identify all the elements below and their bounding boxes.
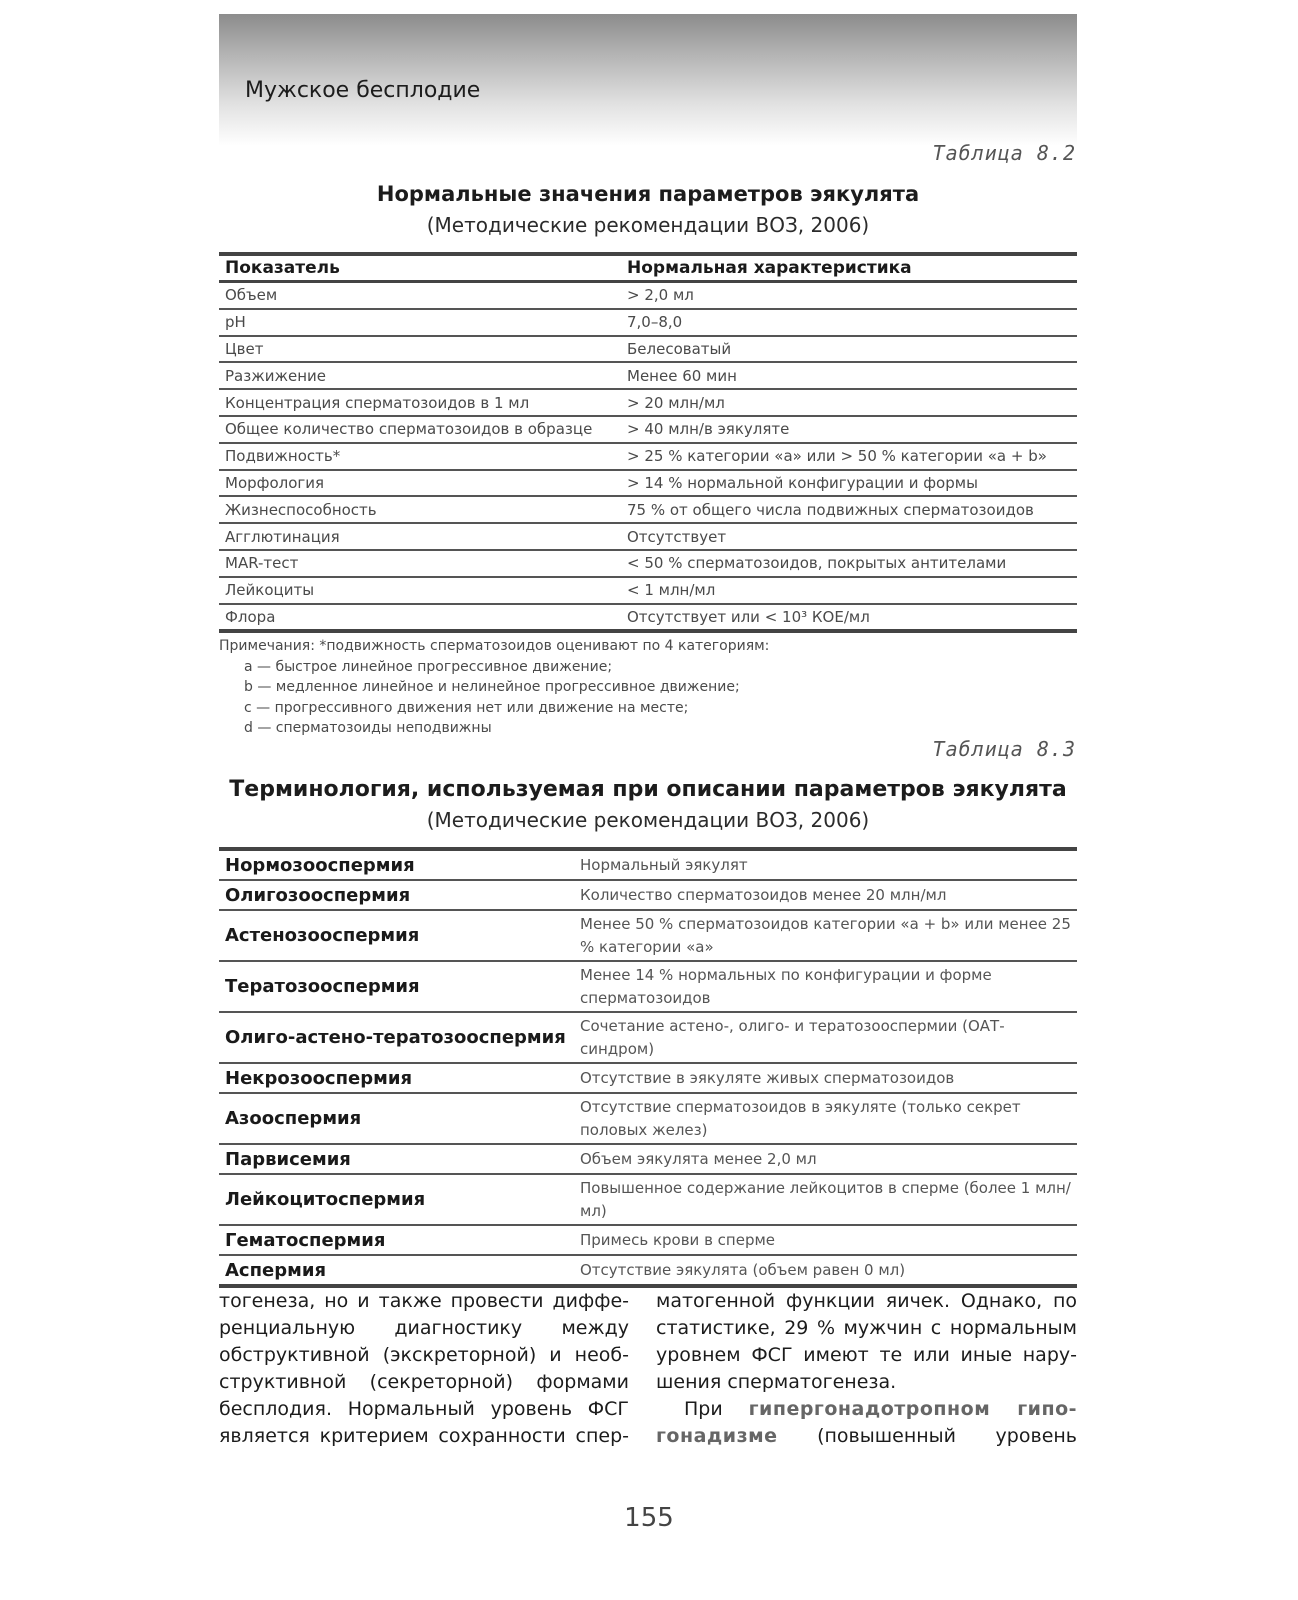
- table-row: [219, 1255, 1077, 1286]
- note-line: a — быстрое линейное прогрессивное движение;: [244, 658, 613, 675]
- definition-cell: Менее 14 % нормальных по конфигурации и форме сперматозоидов: [574, 961, 1077, 1012]
- text-line: ренциальную диагностику между: [219, 1317, 629, 1339]
- definition-cell: Отсутствие эякулята (объем равен 0 мл): [580, 1260, 906, 1279]
- text-run: При: [684, 1398, 723, 1420]
- parameter-cell: Разжижение: [219, 362, 621, 389]
- value-cell: < 50 % сперматозоидов, покрытых антителами: [621, 550, 1077, 577]
- parameter-cell: Морфология: [219, 470, 621, 497]
- parameter-cell: Жизнеспособность: [219, 496, 621, 523]
- page-number: 155: [624, 1503, 674, 1533]
- text-line: является критерием сохранности спер-: [219, 1425, 629, 1447]
- table-subtitle: (Методические рекомендации ВОЗ, 2006): [426, 808, 870, 832]
- column-header: Нормальная характеристика: [621, 254, 1077, 282]
- text-line: статистике, 29 % мужчин с нормальным: [656, 1317, 1077, 1339]
- normal-values-table: [219, 252, 1077, 633]
- table-row: [219, 1063, 1077, 1093]
- text-line: тогенеза, но и также провести диффе-: [219, 1290, 629, 1312]
- term-cell: Олигозооспермия: [219, 880, 574, 910]
- table-row: [219, 550, 1077, 577]
- parameter-cell: Лейкоциты: [219, 577, 621, 604]
- table-row: [219, 523, 1077, 550]
- note-line: b — медленное линейное и нелинейное прогрессивное движение;: [244, 679, 740, 695]
- running-head: Мужское бесплодие: [245, 78, 481, 103]
- table-row: [219, 1093, 1077, 1144]
- parameter-cell: MAR-тест: [219, 550, 621, 577]
- table-row: [219, 1144, 1077, 1174]
- body-column-left: [219, 1288, 629, 1450]
- term-cell: Гематоспермия: [219, 1225, 574, 1255]
- value-cell: Отсутствует: [621, 523, 1077, 550]
- text-line: бесплодия. Нормальный уровень ФСГ: [219, 1398, 629, 1420]
- table-row: [219, 849, 1077, 880]
- note-line: d — сперматозоиды неподвижны: [244, 720, 492, 736]
- text-line: обструктивной (экскреторной) и необ-: [219, 1344, 629, 1366]
- definition-cell: Объем эякулята менее 2,0 мл: [574, 1144, 1077, 1174]
- column-header: Показатель: [219, 254, 621, 282]
- table-row: [219, 443, 1077, 470]
- table-row: [219, 1225, 1077, 1255]
- term-cell: Некрозооспермия: [219, 1063, 574, 1093]
- table-row: [219, 880, 1077, 910]
- body-column-right: [656, 1288, 1077, 1450]
- value-cell: > 40 млн/в эякуляте: [621, 416, 1077, 443]
- table-row: [219, 282, 1077, 309]
- emphasized-term: гипергонадотропном гипо-: [748, 1398, 1078, 1420]
- definition-cell: Повышенное содержание лейкоцитов в сперме (более 1 млн/мл): [574, 1174, 1077, 1225]
- table-row: [219, 362, 1077, 389]
- table-row: [219, 336, 1077, 363]
- value-cell: > 2,0 мл: [621, 282, 1077, 309]
- parameter-cell: Цвет: [219, 336, 621, 363]
- definition-cell: Менее 50 % сперматозоидов категории «а + b» или менее 25 % категории «а»: [574, 910, 1077, 961]
- term-cell: Парвисемия: [219, 1144, 574, 1174]
- table-row: [219, 309, 1077, 336]
- text-line: структивной (секреторной) формами: [219, 1371, 629, 1393]
- table-row: [219, 496, 1077, 523]
- definition-cell: Примесь крови в сперме: [574, 1225, 1077, 1255]
- definition-cell: Нормальный эякулят: [574, 849, 1077, 880]
- table-row: [219, 1012, 1077, 1063]
- table-label: Таблица 8.2: [932, 141, 1076, 165]
- value-cell: Менее 60 мин: [621, 362, 1077, 389]
- parameter-cell: Подвижность*: [219, 443, 621, 470]
- table-row: [219, 604, 1077, 632]
- table-notes: [219, 636, 769, 739]
- parameter-cell: pH: [219, 309, 621, 336]
- term-cell: Олиго-астено-тератозооспермия: [219, 1012, 574, 1063]
- table-row: [219, 1174, 1077, 1225]
- term-cell: Азооспермия: [219, 1093, 574, 1144]
- emphasized-term: гонадизме: [656, 1425, 778, 1447]
- text-line: матогенной функции яичек. Однако, по: [656, 1290, 1077, 1312]
- term-cell: Нормозооспермия: [219, 849, 574, 880]
- parameter-cell: Агглютинация: [219, 523, 621, 550]
- term-cell: Тератозооспермия: [219, 961, 574, 1012]
- value-cell: Белесоватый: [621, 336, 1077, 363]
- definition-cell: Отсутствие сперматозоидов в эякуляте (только секрет половых желез): [574, 1093, 1077, 1144]
- table-row: [219, 416, 1077, 443]
- table-row: [219, 910, 1077, 961]
- value-cell: 7,0–8,0: [621, 309, 1077, 336]
- table-label: Таблица 8.3: [932, 737, 1076, 761]
- parameter-cell: Концентрация сперматозоидов в 1 мл: [219, 389, 621, 416]
- parameter-cell: Объем: [219, 282, 621, 309]
- definition-cell: Количество сперматозоидов менее 20 млн/мл: [574, 880, 1077, 910]
- value-cell: 75 % от общего числа подвижных сперматозоидов: [621, 496, 1077, 523]
- definition-cell: Отсутствие в эякуляте живых сперматозоидов: [574, 1063, 1077, 1093]
- text-line: [656, 1423, 1077, 1450]
- term-cell: Астенозооспермия: [219, 910, 574, 961]
- table-row: [219, 470, 1077, 497]
- text-line: шения сперматогенеза.: [656, 1371, 897, 1393]
- table-subtitle: (Методические рекомендации ВОЗ, 2006): [426, 213, 870, 237]
- parameter-cell: Общее количество сперматозоидов в образце: [219, 416, 621, 443]
- term-cell: Аспермия: [225, 1259, 327, 1281]
- parameter-cell: Флора: [225, 607, 276, 626]
- text-line: [656, 1396, 1077, 1423]
- table-row: [219, 577, 1077, 604]
- table-title: Нормальные значения параметров эякулята: [376, 182, 920, 206]
- value-cell: < 1 млн/мл: [621, 577, 1077, 604]
- value-cell: Отсутствует или < 10³ КОЕ/мл: [627, 607, 870, 626]
- value-cell: > 25 % категории «а» или > 50 % категории «а + b»: [621, 443, 1077, 470]
- value-cell: > 14 % нормальной конфигурации и формы: [621, 470, 1077, 497]
- table-title: Терминология, используемая при описании параметров эякулята: [229, 777, 1067, 802]
- terminology-table: [219, 847, 1077, 1288]
- note-line: c — прогрессивного движения нет или движение на месте;: [244, 699, 689, 716]
- definition-cell: Сочетание астено-, олиго- и тератозооспермии (ОАТ-синдром): [574, 1012, 1077, 1063]
- table-row: [219, 389, 1077, 416]
- value-cell: > 20 млн/мл: [621, 389, 1077, 416]
- table-header-row: [219, 254, 1077, 282]
- table-row: [219, 961, 1077, 1012]
- text-line: уровнем ФСГ имеют те или иные нару-: [656, 1344, 1077, 1366]
- note-line: Примечания: *подвижность сперматозоидов оценивают по 4 категориям:: [219, 638, 770, 654]
- term-cell: Лейкоцитоспермия: [219, 1174, 574, 1225]
- text-run: (повышенный уровень: [817, 1425, 1077, 1447]
